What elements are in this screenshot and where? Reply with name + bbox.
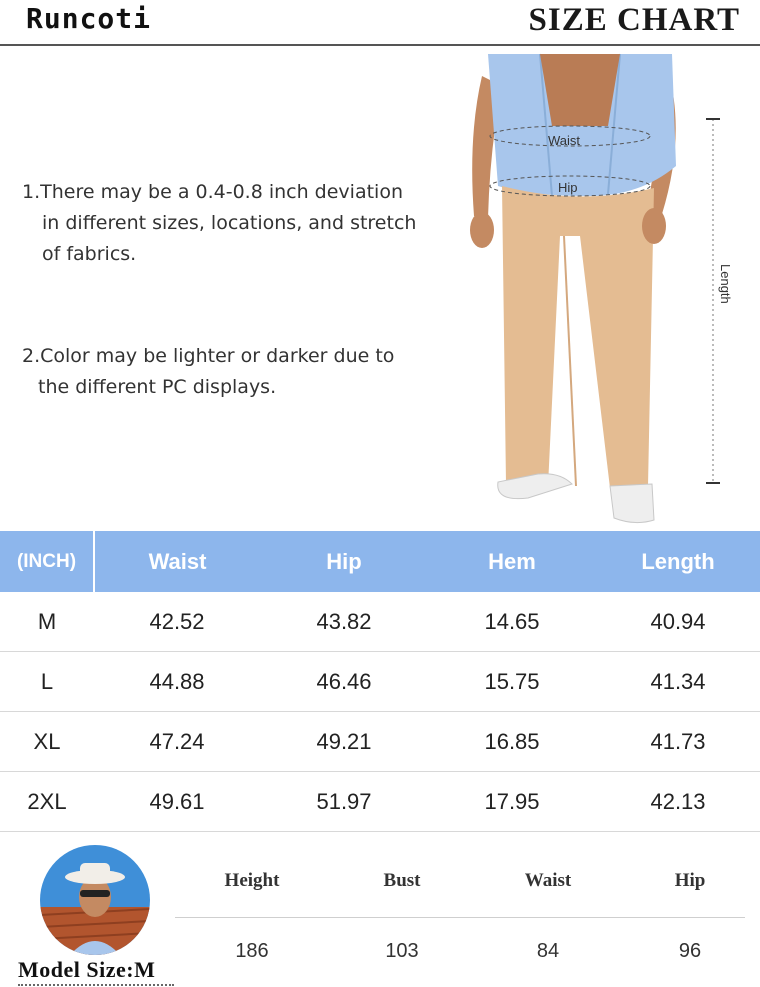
column-header: Hem <box>428 531 596 592</box>
model-header: Waist <box>524 870 572 891</box>
value-cell: 49.21 <box>260 712 428 772</box>
note-line: 2.Color may be lighter or darker due to <box>22 345 395 367</box>
size-cell: M <box>0 592 94 652</box>
model-figure <box>440 46 760 530</box>
value-cell: 44.88 <box>94 652 260 712</box>
value-cell: 43.82 <box>260 592 428 652</box>
value-cell: 46.46 <box>260 652 428 712</box>
model-header: Height <box>224 870 280 891</box>
table-row <box>0 712 760 772</box>
value-cell: 15.75 <box>428 652 596 712</box>
table-row <box>0 772 760 832</box>
size-cell: 2XL <box>0 772 94 832</box>
note-line: of fabrics. <box>42 243 137 265</box>
model-header: Hip <box>674 870 706 891</box>
model-value: 186 <box>235 940 269 962</box>
size-cell: L <box>0 652 94 712</box>
model-value: 103 <box>385 940 419 962</box>
size-table <box>0 531 760 832</box>
right-shoe <box>610 484 654 523</box>
column-header: Waist <box>94 531 260 592</box>
note-deviation <box>22 177 416 270</box>
model-value: 96 <box>678 940 702 962</box>
value-cell: 41.34 <box>596 652 760 712</box>
pants-crease <box>564 236 576 486</box>
page-title: SIZE CHART <box>528 2 740 38</box>
value-cell: 17.95 <box>428 772 596 832</box>
length-label: Length <box>718 264 733 304</box>
column-header: Hip <box>260 531 428 592</box>
table-header-row <box>0 531 760 592</box>
model-header: Bust <box>383 870 421 891</box>
note-color <box>22 341 394 403</box>
size-cell: XL <box>0 712 94 772</box>
unit-header: (INCH) <box>0 531 94 592</box>
waist-label: Waist <box>548 133 581 148</box>
value-cell: 40.94 <box>596 592 760 652</box>
model-avatar <box>40 845 150 955</box>
value-cell: 41.73 <box>596 712 760 772</box>
table-row <box>0 592 760 652</box>
hip-label: Hip <box>558 180 578 195</box>
right-hand <box>642 208 666 244</box>
pants <box>502 186 654 488</box>
note-line: the different PC displays. <box>38 376 277 398</box>
value-cell: 42.52 <box>94 592 260 652</box>
left-hand <box>470 212 494 248</box>
value-cell: 51.97 <box>260 772 428 832</box>
brand-logo: Runcoti <box>26 2 152 35</box>
table-row <box>0 652 760 712</box>
model-value: 84 <box>536 940 560 962</box>
model-label-underline <box>18 984 174 986</box>
note-line: in different sizes, locations, and stretch <box>42 212 417 234</box>
column-header: Length <box>596 531 760 592</box>
value-cell: 16.85 <box>428 712 596 772</box>
value-cell: 42.13 <box>596 772 760 832</box>
value-cell: 49.61 <box>94 772 260 832</box>
value-cell: 14.65 <box>428 592 596 652</box>
model-divider <box>175 917 745 918</box>
model-size-label: Model Size:M <box>18 957 156 982</box>
value-cell: 47.24 <box>94 712 260 772</box>
chest <box>540 54 620 126</box>
note-line: 1.There may be a 0.4-0.8 inch deviation <box>22 181 403 203</box>
